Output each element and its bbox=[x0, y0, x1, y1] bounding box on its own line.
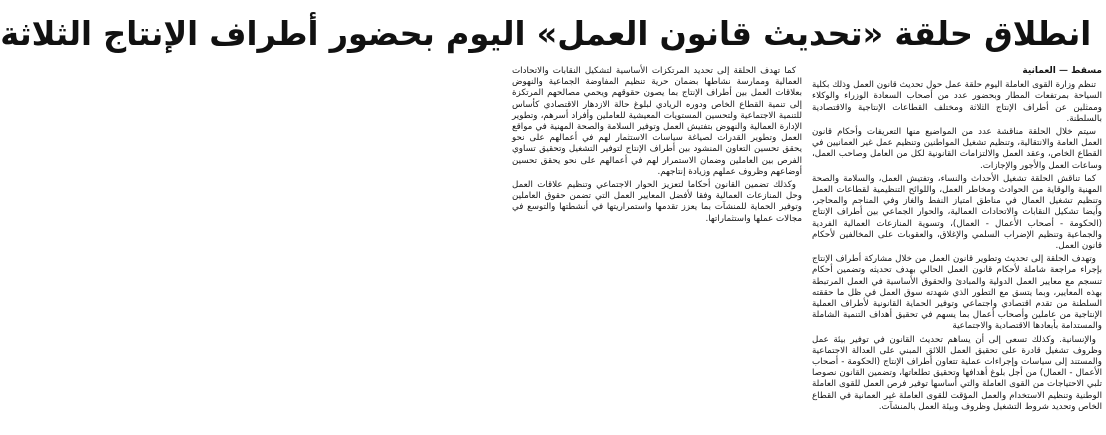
article-paragraph: تنظم وزارة القوى العاملة اليوم حلقة عمل حول تحديث قانون العمل وذلك بكلية السياحة بمرتفعات المطار وبحضور عدد من أصحاب السعادة الوزراء والوكلاء وممثلين عن أطراف الإنتاج الثلاثة ومختلف القطاعات الإنتاجية والاقتصادية بالسلطنة. bbox=[812, 80, 1102, 124]
byline-source: العمانية bbox=[1022, 66, 1056, 76]
article-paragraph: وكذلك تضمين القانون أحكاما لتعزيز الحوار الاجتماعي وتنظيم علاقات العمل وحل المنازعات العمالية وفقا لأفضل المعايير العمل التي تضمن حقوق العاملين وتوفير الحماية للمنشآت بما يعزز تقدمها واستمراريتها في أنشطتها والتوسع في مجالات عملها واستثماراتها. bbox=[512, 180, 802, 224]
byline-separator: — bbox=[1059, 66, 1068, 76]
article-paragraph: والإنسانية. وكذلك تسعى إلى أن يساهم تحديث القانون في توفير بيئة عمل وظروف تشغيل قادرة على تحقيق العمل اللائق المبني على العدالة الاجتماعية والمستند إلى سياسات وإجراءات عملية تتعاون أطراف الإنتاج (الحكومة - أصحاب الأعمال - العمال) من أجل بلوغ أهدافها وتحقيق تطلعاتها، وتضمين القانون نصوصا تلبي الاحتياجات من القوى العاملة والتي أساسها توفير فرص العمل للقوى العاملة الوطنية وتنظيم الاستخدام والعمل المؤقت للقوى العاملة غير العمانية في القطاع الخاص وتحديد شروط التشغيل وظروف وبيئة العمل بالمنشآت. bbox=[812, 334, 1102, 412]
byline-location: مسقط bbox=[1071, 66, 1102, 76]
article-paragraph: كما تناقش الحلقة تشغيل الأحداث والنساء، وتفتيش العمل، والسلامة والصحة المهنية والوقاية من الحوادث ومخاطر العمل، واللوائح التنظيمية لقطاعات العمل وتنظيم تشغيل العمال في مناطق امتياز النفط والغاز وفي المناجم والمحاجر، وأيضا تشكيل النقابات والاتحادات العمالية، والحوار الجماعي بين أطراف الإنتاج (الحكومة - أصحاب الأعمال - العمال)، وتسوية المنازعات العمالية الفردية والجماعية وتنظيم الإضراب السلمي والإغلاق، والعقوبات على المخالفين لأحكام قانون العمل. bbox=[812, 173, 1102, 252]
article-paragraph: سيتم خلال الحلقة مناقشة عدد من المواضيع منها التعريفات وأحكام قانون العمل العامة والانتقالية، وتنظيم تشغيل المواطنين وتنظيم عمل غير العمانيين في القطاع الخاص، وعقد العمل والالتزامات القانونية لكل من العامل وصاحب العمل، وساعات العمل والأجور والإجازات. bbox=[812, 127, 1102, 171]
article-paragraph: كما تهدف الحلقة إلى تحديد المرتكزات الأساسية لتشكيل النقابات والاتحادات العمالية وممارسة نشاطها بضمان حرية تنظيم المفاوضة الجماعية والنهوض بعلاقات العمل بين أطراف الإنتاج بما يصون حقوقهم ويحمي مصالحهم المرتكزة إلى تنمية القطاع الخاص ودوره الريادي لبلوغ حالة الازدهار الاقتصادي كأساس للتنمية الاجتماعية ولتحسين المستويات المعيشية للعاملين وأفراد أسرهم، وتطوير الإدارة العمالية والنهوض بتفتيش العمل وتوفير السلامة والصحة المهنية في مواقع العمل وتطوير القدرات لصياغة سياسات الاستثمار لهم في أعمالهم على نحو يحقق تحسين التعاون المنشود بين أطراف الإنتاج لتوفير التشغيل وتحقيق تساوي الفرص بين العاملين وضمان الاستمرار لهم في أعمالهم على نحو يحقق تحسين أوضاعهم وظروف عملهم وزيادة إنتاجهم. bbox=[512, 66, 802, 177]
article-paragraph: وتهدف الحلقة إلى تحديث وتطوير قانون العمل من خلال مشاركة أطراف الإنتاج بإجراء مراجعة شاملة لأحكام قانون العمل الحالي بهدف تحديثه وتضمين أحكام تنسجم مع معايير العمل الدولية والمبادئ والحقوق الأساسية في العمل المرتبطة بهذه المعايير، وبما يتسق مع التطور الذي شهدته سوق العمل في ظل ما حققته السلطنة من تقدم اقتصادي واجتماعي وتوفير الحماية القانونية لأطراف العملية الإنتاجية من عاملين وأصحاب أعمال بما يسهم في تحقيق أهداف التنمية الشاملة والمستدامة بأبعادها الاقتصادية والاجتماعية bbox=[812, 254, 1102, 332]
byline bbox=[812, 66, 1102, 77]
headline: انطلاق حلقة «تحديث قانون العمل» اليوم بحضور أطراف الإنتاج الثلاثة bbox=[0, 14, 1092, 53]
article-body bbox=[512, 66, 1102, 433]
